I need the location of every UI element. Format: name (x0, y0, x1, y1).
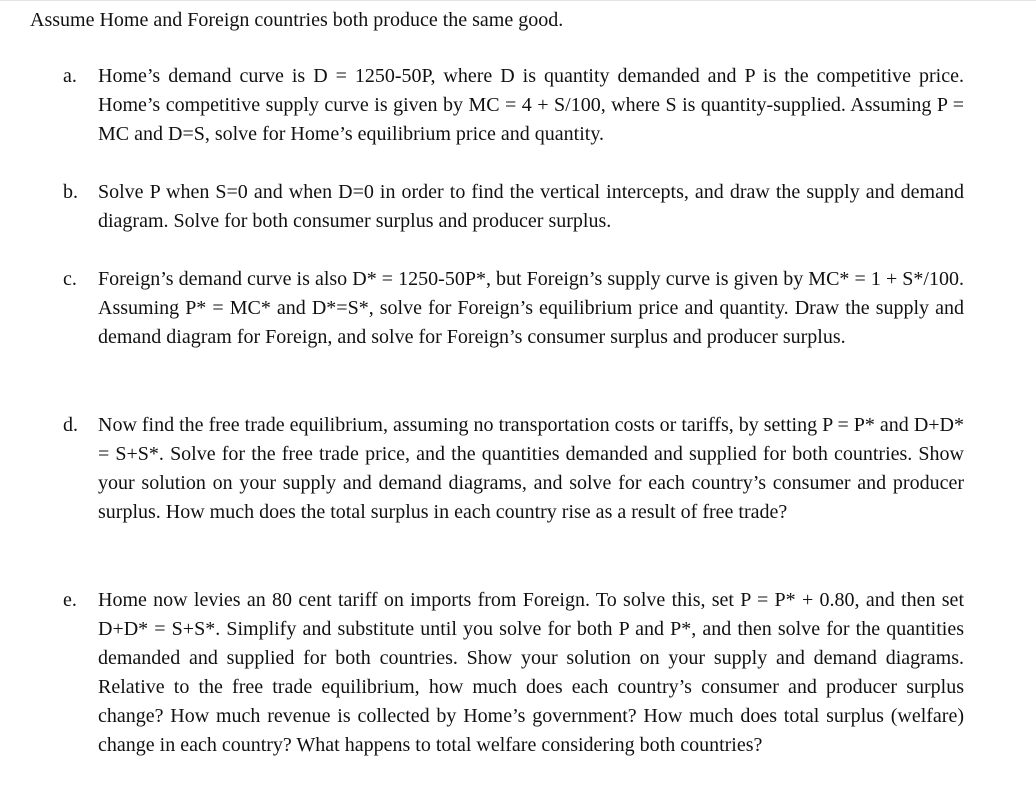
question-text: Home’s demand curve is D = 1250-50P, where D is quantity demanded and P is the competitive price. Home’s competitive supply curve is given by MC = 4 + S/100, where S is quantity-supplied. Assuming P = MC and D=S, solve for Home’s equilibrium price and quantity. (98, 65, 964, 145)
question-letter: b. (63, 181, 78, 203)
question-text: Foreign’s demand curve is also D* = 1250-50P*, but Foreign’s supply curve is given by MC* = 1 + S*/100. Assuming P* = MC* and D*=S*, solve for Foreign’s equilibrium price and quantity. Draw the supply and demand diagram for Foreign, and solve for Foreign’s consumer surplus and producer surplus. (98, 268, 964, 348)
question-text: Now find the free trade equilibrium, assuming no transportation costs or tariffs, by setting P = P* and D+D* = S+S*. Solve for the free trade price, and the quantities demanded and supplied for both countries. Show your solution on your supply and demand diagrams, and solve for each country’s consumer and producer surplus. How much does the total surplus in each country rise as a result of free trade? (98, 414, 964, 523)
intro-text: Assume Home and Foreign countries both produce the same good. (30, 9, 564, 31)
question-letter: e. (63, 589, 77, 611)
question-text: Home now levies an 80 cent tariff on imports from Foreign. To solve this, set P = P* + 0.80, and then set D+D* = S+S*. Simplify and substitute until you solve for both P and P*, and then solve for the quantities demanded and supplied for both countries. Show your solution on your supply and demand diagrams. Relative to the free trade equilibrium, how much does each country’s consumer and producer surplus change? How much revenue is collected by Home’s government? How much does total surplus (welfare) change in each country? What happens to total welfare considering both countries? (98, 589, 964, 756)
question-text: Solve P when S=0 and when D=0 in order to find the vertical intercepts, and draw the supply and demand diagram. Solve for both consumer surplus and producer surplus. (98, 181, 964, 232)
question-letter: c. (63, 268, 77, 290)
top-border (0, 0, 1036, 1)
question-letter: d. (63, 414, 78, 436)
question-letter: a. (63, 65, 77, 87)
